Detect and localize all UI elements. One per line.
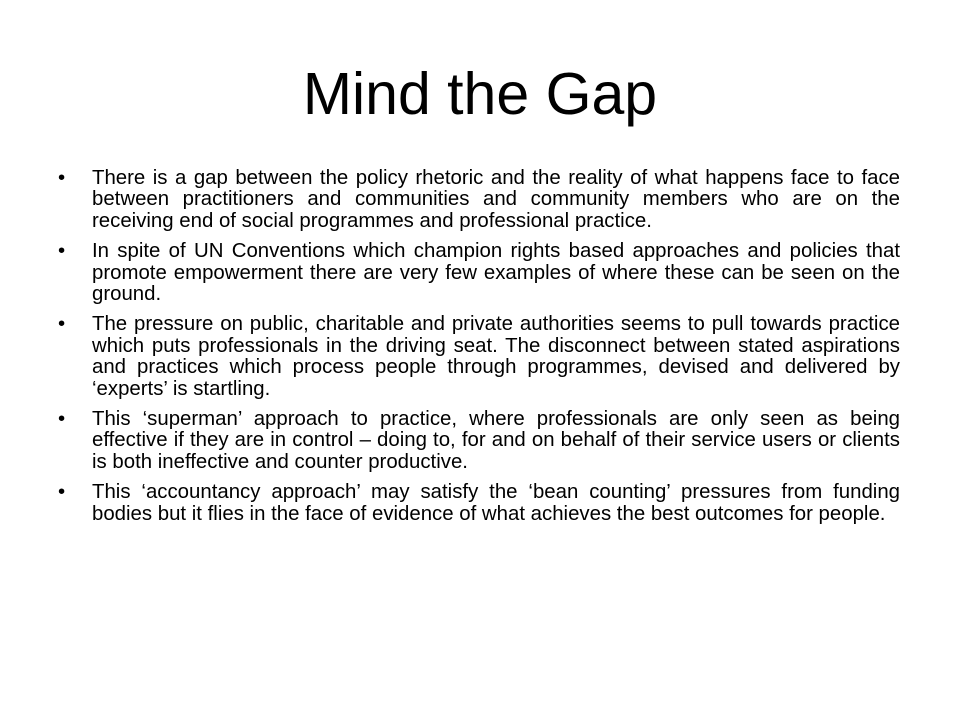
bullet-icon: •	[58, 167, 66, 189]
bullet-icon: •	[58, 481, 66, 504]
bullet-icon: •	[58, 408, 66, 431]
bullet-item	[58, 168, 900, 232]
bullet-text: In spite of UN Conventions which champion rights based approaches and policies that promote empowerment there are very few examples of where these can be seen on the ground.	[92, 240, 900, 306]
bullet-icon: •	[58, 313, 66, 336]
bullet-item	[58, 241, 900, 305]
bullet-text: There is a gap between the policy rhetoric and the reality of what happens face to face between practitioners and communities and community members who are on the receiving end of social programmes and professional practice.	[92, 167, 900, 232]
bullet-text: This ‘accountancy approach’ may satisfy the ‘bean counting’ pressures from funding bodies but it flies in the face of evidence of what achieves the best outcomes for people.	[92, 481, 900, 525]
bullet-list	[58, 168, 900, 534]
bullet-item	[58, 314, 900, 400]
bullet-item	[58, 482, 900, 525]
bullet-icon: •	[58, 240, 66, 263]
bullet-text: This ‘superman’ approach to practice, where professionals are only seen as being effective if they are in control – doing to, for and on behalf of their service users or clients is both ineffective and counter productive.	[92, 408, 900, 473]
slide-title: Mind the Gap	[302, 61, 658, 127]
bullet-item	[58, 409, 900, 473]
bullet-text: The pressure on public, charitable and private authorities seems to pull towards practice which puts professionals in the driving seat. The disconnect between stated aspirations and practices which process people through programmes, devised and delivered by ‘experts’ is startling.	[92, 313, 900, 400]
